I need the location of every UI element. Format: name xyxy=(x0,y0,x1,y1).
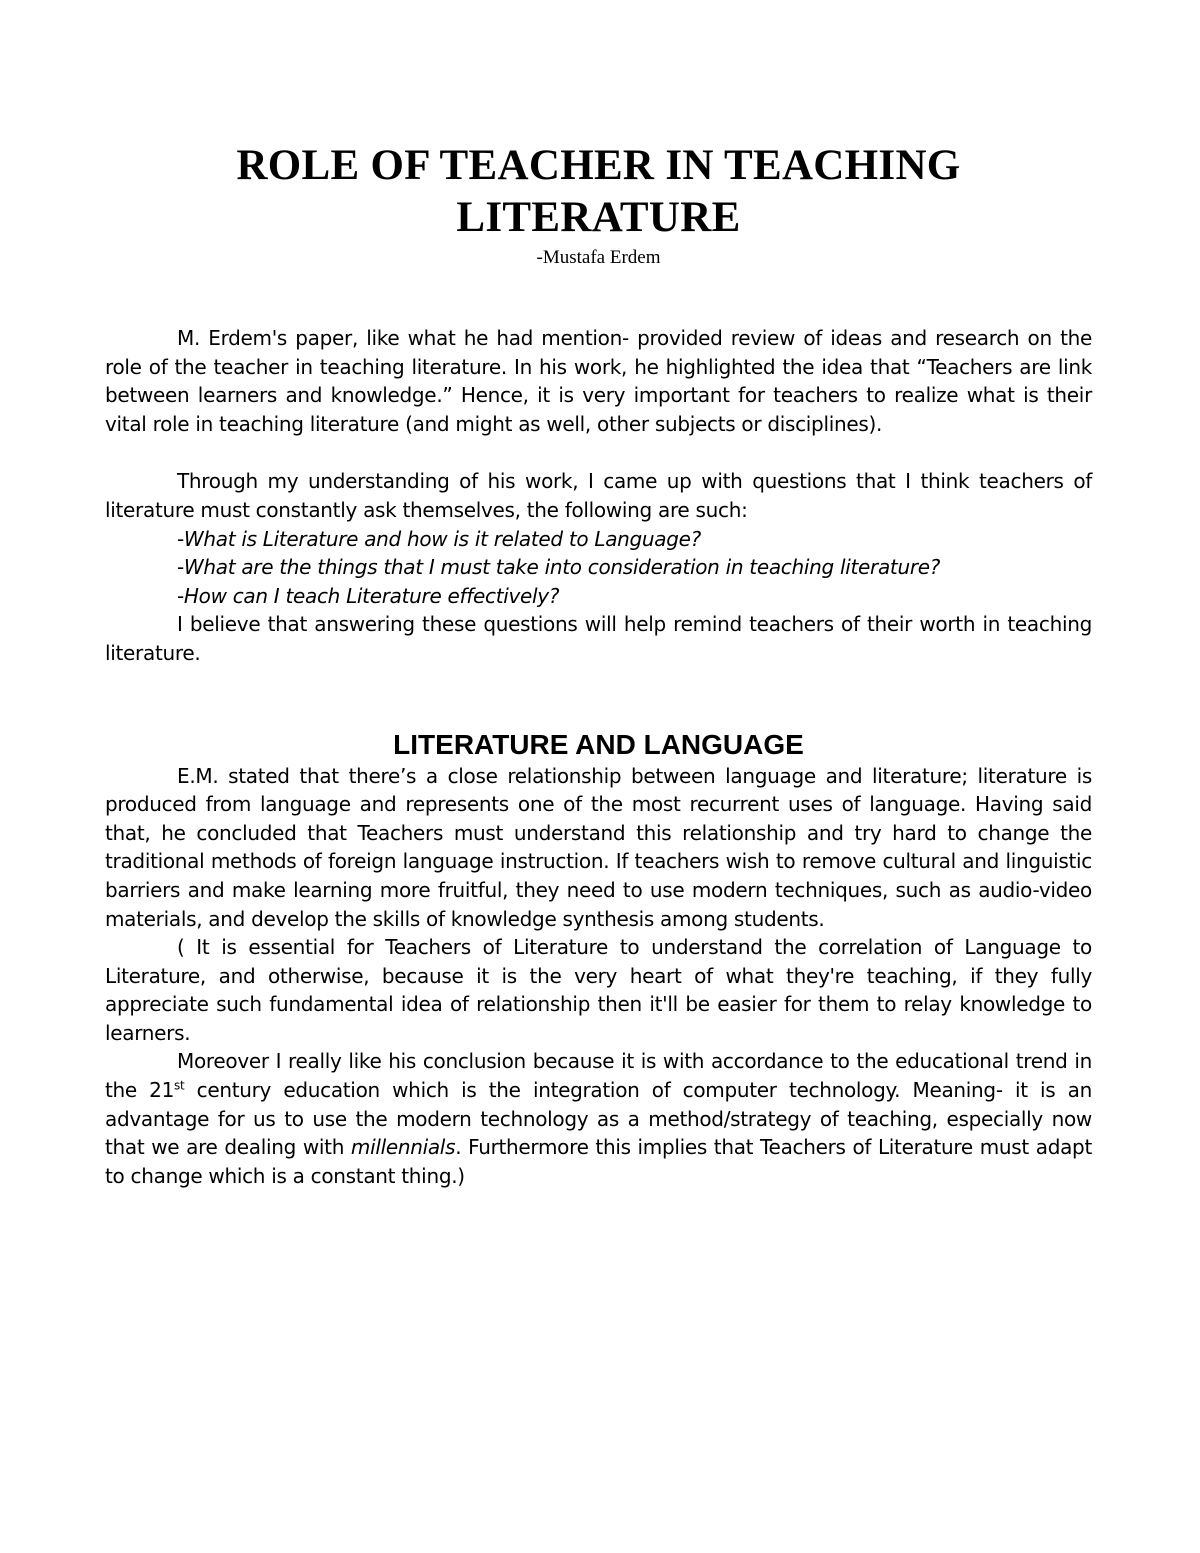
title-line-1: ROLE OF TEACHER IN TEACHING xyxy=(236,142,961,189)
question-text: What is Literature and how is it related to Language? xyxy=(183,526,701,551)
question-text: What are the things that I must take into consideration in teaching literature? xyxy=(183,555,941,580)
emphasized-term: millennials xyxy=(350,1135,456,1160)
author-byline: -Mustafa Erdem xyxy=(536,247,661,268)
section-paragraph-3-part-a: Moreover I really like his conclusion because it is with accordance to the educational trend in the 21 xyxy=(105,1049,1092,1103)
question-dash: - xyxy=(177,583,184,608)
question-dash: - xyxy=(177,526,184,551)
section-heading: LITERATURE AND LANGUAGE xyxy=(393,728,804,760)
question-dash: - xyxy=(177,555,184,580)
section-paragraph-2: ( It is essential for Teachers of Literature to understand the correlation of Language to Literature, and otherwise, because it is the very heart of what they're teaching, if they fully appreciate such fundamental idea of relationship then it'll be easier for them to relay knowledge to learners. xyxy=(105,935,1092,1045)
intro-paragraph-2: Through my understanding of his work, I came up with questions that I think teachers of literature must constantly ask themselves, the following are such: xyxy=(105,469,1092,522)
document-title xyxy=(105,140,1092,244)
title-line-2: LITERATURE xyxy=(456,194,741,241)
intro-paragraph-1: M. Erdem's paper, like what he had mention- provided review of ideas and research on the role of the teacher in teaching literature. In his work, he highlighted the idea that “Teachers are link between learners and knowledge.” Hence, it is very important for teachers to realize what is their vital role in teaching literature (and might as well, other subjects or disciplines). xyxy=(105,326,1092,436)
question-item-1 xyxy=(105,525,1092,554)
intro-paragraph-3: I believe that answering these questions will help remind teachers of their worth in teaching literature. xyxy=(105,612,1092,665)
document-page xyxy=(105,140,1092,1190)
question-text: How can I teach Literature effectively? xyxy=(183,583,560,608)
question-item-2 xyxy=(105,553,1092,582)
section-paragraph-3 xyxy=(105,1047,1092,1190)
section-paragraph-1: E.M. stated that there’s a close relationship between language and literature; literature is produced from language and represents one of the most recurrent uses of language. Having said that, he concluded that Teachers must understand this relationship and try hard to change the traditional methods of foreign language instruction. If teachers wish to remove cultural and linguistic barriers and make learning more fruitful, they need to use modern techniques, such as audio-video materials, and develop the skills of knowledge synthesis among students. xyxy=(105,763,1092,931)
question-item-3 xyxy=(105,582,1092,611)
section-paragraph-3-part-b: century education which is the integration of computer technology. Meaning- it is an advantage for us to use the modern technology as a method/strategy of teaching, especially now that we are dealing with xyxy=(105,1078,1092,1160)
section-paragraph-3-part-c: . Furthermore this implies that Teachers of Literature must adapt to change which is a constant thing.) xyxy=(105,1135,1092,1188)
ordinal-suffix: st xyxy=(174,1078,185,1093)
